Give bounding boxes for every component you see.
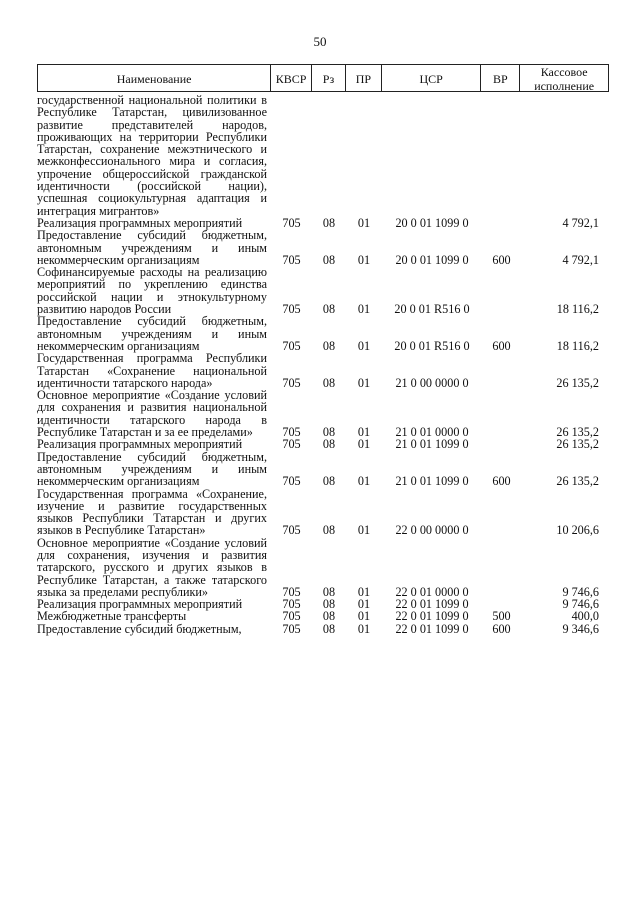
row-pr: 01	[357, 621, 371, 636]
row-rz: 08	[322, 375, 336, 390]
row-rz: 08	[322, 215, 336, 230]
row-amount: 18 116,2	[556, 338, 599, 353]
table-row	[37, 266, 609, 315]
row-csr: 20 0 01 R516 0	[394, 338, 470, 353]
row-kvsr: 705	[282, 474, 301, 489]
row-rz: 08	[322, 584, 336, 599]
row-name: государственной национальной политики в Республике Татарстан, цивилизованное развитие представителей народов, проживающих на территории Республики Татарстан, сохранение межэтнического и межконфессионального мира и согласия, упрочение общероссийской гражданской идентичности (российской нации), успешная социокультурная адаптация и интеграция мигрантов»	[37, 93, 267, 218]
table-row	[37, 488, 609, 537]
row-csr: 21 0 01 1099 0	[395, 437, 469, 452]
row-pr: 01	[357, 597, 371, 612]
row-amount: 9 746,6	[562, 597, 599, 612]
row-amount: 400,0	[571, 609, 599, 624]
row-csr: 22 0 01 0000 0	[395, 584, 469, 599]
row-csr: 21 0 01 1099 0	[395, 474, 469, 489]
header-vr: ВР	[481, 65, 520, 91]
header-pr: ПР	[346, 65, 382, 91]
table-body	[37, 94, 609, 635]
row-amount: 10 206,6	[556, 523, 599, 538]
row-name: Реализация программных мероприятий	[37, 215, 243, 230]
row-rz: 08	[322, 252, 336, 267]
row-kvsr: 705	[282, 621, 301, 636]
row-csr: 22 0 01 1099 0	[395, 621, 469, 636]
row-csr: 20 0 01 1099 0	[395, 215, 469, 230]
row-rz: 08	[322, 621, 336, 636]
row-name: Реализация программных мероприятий	[37, 437, 243, 452]
row-rz: 08	[322, 338, 336, 353]
row-name: Предоставление субсидий бюджетным, автономным учреждениям и иным некоммерческим организациям	[37, 314, 267, 353]
row-rz: 08	[322, 437, 336, 452]
table-header	[37, 64, 609, 92]
row-pr: 01	[357, 425, 371, 440]
row-vr: 500	[492, 609, 511, 624]
table-row	[37, 94, 609, 217]
row-rz: 08	[322, 523, 336, 538]
row-vr: 600	[492, 474, 511, 489]
row-name: Реализация программных мероприятий	[37, 597, 243, 612]
row-vr: 600	[492, 252, 511, 267]
row-pr: 01	[357, 474, 371, 489]
row-name: Межбюджетные трансферты	[37, 609, 187, 624]
row-csr: 22 0 01 1099 0	[395, 609, 469, 624]
row-name: Предоставление субсидий бюджетным, автономным учреждениям и иным некоммерческим организациям	[37, 449, 267, 489]
table-row	[37, 438, 609, 450]
row-kvsr: 705	[282, 252, 301, 267]
row-pr: 01	[357, 252, 371, 267]
row-name: Государственная программа Республики Татарстан «Сохранение национальной идентичности татарского народа»	[37, 351, 267, 390]
row-amount: 26 135,2	[556, 437, 599, 452]
header-csr: ЦСР	[382, 65, 482, 91]
row-pr: 01	[357, 609, 371, 624]
row-amount: 26 135,2	[556, 425, 599, 440]
row-kvsr: 705	[282, 338, 301, 353]
row-rz: 08	[322, 302, 336, 317]
row-rz: 08	[322, 425, 336, 440]
row-amount: 9 746,6	[562, 584, 599, 599]
row-kvsr: 705	[282, 437, 301, 452]
row-vr: 600	[492, 338, 511, 353]
row-amount: 26 135,2	[556, 474, 599, 489]
table-row	[37, 623, 609, 635]
row-amount: 4 792,1	[562, 215, 599, 230]
row-pr: 01	[357, 523, 371, 538]
row-rz: 08	[322, 474, 336, 489]
table-row	[37, 389, 609, 438]
row-pr: 01	[357, 302, 371, 317]
row-csr: 21 0 01 0000 0	[395, 425, 469, 440]
table-row	[37, 537, 609, 598]
table-row	[37, 610, 609, 622]
row-name: Предоставление субсидий бюджетным, автономным учреждениям и иным некоммерческим организациям	[37, 228, 267, 267]
header-name: Наименование	[38, 65, 271, 91]
row-kvsr: 705	[282, 523, 301, 538]
row-amount: 26 135,2	[556, 375, 599, 390]
row-pr: 01	[357, 437, 371, 452]
row-name: Предоставление субсидий бюджетным,	[37, 621, 242, 636]
row-amount: 18 116,2	[556, 302, 599, 317]
row-kvsr: 705	[282, 302, 301, 317]
row-amount: 4 792,1	[562, 252, 599, 267]
row-csr: 22 0 01 1099 0	[395, 597, 469, 612]
table-row	[37, 229, 609, 266]
row-csr: 20 0 01 R516 0	[394, 302, 470, 317]
header-amount: Кассовое исполнение	[534, 65, 595, 93]
row-rz: 08	[322, 597, 336, 612]
row-pr: 01	[357, 584, 371, 599]
row-kvsr: 705	[282, 215, 301, 230]
row-csr: 20 0 01 1099 0	[395, 252, 469, 267]
row-amount: 9 346,6	[562, 621, 599, 636]
row-name: Софинансируемые расходы на реализацию мероприятий по укреплению единства российской нации и этнокультурному развитию народов России	[37, 265, 267, 317]
row-kvsr: 705	[282, 425, 301, 440]
table-row	[37, 451, 609, 488]
page-number: 50	[313, 34, 327, 49]
row-kvsr: 705	[282, 584, 301, 599]
row-pr: 01	[357, 215, 371, 230]
row-kvsr: 705	[282, 609, 301, 624]
row-kvsr: 705	[282, 597, 301, 612]
row-kvsr: 705	[282, 375, 301, 390]
row-name: Основное мероприятие «Создание условий для сохранения и развития национальной идентичности татарского народа в Республике Татарстан и за ее пределами»	[37, 388, 267, 440]
row-rz: 08	[322, 609, 336, 624]
header-kvsr: КВСР	[271, 65, 312, 91]
row-pr: 01	[357, 338, 371, 353]
row-csr: 22 0 00 0000 0	[395, 523, 469, 538]
row-pr: 01	[357, 375, 371, 390]
row-csr: 21 0 00 0000 0	[395, 375, 469, 390]
table-row	[37, 315, 609, 352]
row-vr: 600	[492, 621, 511, 636]
row-name: Государственная программа «Сохранение, изучение и развитие государственных языков Республики Татарстан и других языков в Республике Татарстан»	[37, 486, 267, 538]
row-name: Основное мероприятие «Создание условий для сохранения, изучения и развития татарского, русского и других языков в Республике Татарстан, а также татарского языка за пределами республики»	[37, 535, 267, 599]
header-rz: Рз	[312, 65, 346, 91]
table-row	[37, 352, 609, 389]
